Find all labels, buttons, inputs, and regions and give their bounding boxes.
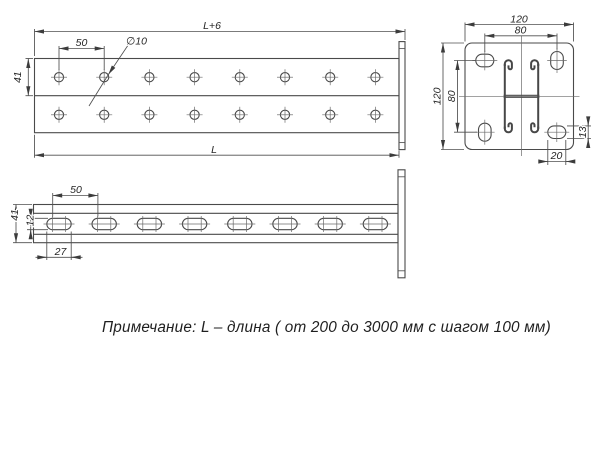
- slot-symbol: [270, 216, 301, 232]
- drawing-note: Примечание: L – длина ( от 200 до 3000 мм с шагом 100 мм): [102, 319, 551, 336]
- plate-slot-symbol: [547, 48, 567, 73]
- slot-row: [44, 216, 391, 232]
- hole-symbol: [51, 69, 67, 85]
- dim-hole-spacing-horizontal: [485, 25, 557, 52]
- slot-symbol: [179, 216, 210, 232]
- dim-flange-width: [12, 59, 33, 96]
- hole-symbol: [187, 69, 203, 85]
- end-plate-edge: [399, 42, 405, 150]
- hole-symbol: [367, 69, 383, 85]
- plate-slot-symbol: [475, 120, 495, 145]
- hole-symbol: [141, 107, 157, 123]
- plate-slot-symbol: [544, 122, 569, 142]
- dim-length: [35, 135, 400, 158]
- dim-slot-spacing: [53, 184, 98, 217]
- dim-label-corner-slot-length: 20: [550, 150, 563, 162]
- slot-symbol: [89, 216, 120, 232]
- dim-label-hole-spacing-vertical: 80: [446, 90, 458, 103]
- side-view: [9, 170, 405, 278]
- profile-lip-hook: [505, 123, 512, 132]
- dim-hole-spacing: [59, 37, 104, 70]
- hole-row-bottom: [51, 107, 383, 123]
- leader-tail: [89, 75, 108, 106]
- plate-slot-symbol: [472, 51, 497, 71]
- hole-symbol: [96, 69, 112, 85]
- hole-symbol: [367, 107, 383, 123]
- strut-side-outline: [34, 205, 399, 243]
- dim-label-hole-spacing-horizontal: 80: [514, 24, 527, 37]
- end-view: [432, 13, 592, 165]
- dim-label-overall-length: L+6: [203, 20, 221, 32]
- dim-label-corner-slot-height: 13: [577, 126, 589, 139]
- hole-symbol: [141, 69, 157, 85]
- hole-symbol: [51, 107, 67, 123]
- hole-symbol: [322, 107, 338, 123]
- dim-label-hole-spacing: 50: [75, 37, 88, 50]
- leader-line: [108, 45, 128, 75]
- dim-label-slot-length: 27: [54, 245, 67, 258]
- dim-overall-length: [35, 20, 406, 56]
- dim-label-flange-width: 41: [12, 71, 24, 84]
- dim-label-hole-diameter: ∅10: [126, 35, 147, 48]
- slot-symbol: [44, 216, 75, 232]
- dim-slot-length: [36, 232, 83, 261]
- hole-symbol: [277, 69, 293, 85]
- dim-label-plate-width: 120: [510, 13, 528, 26]
- profile-lip-hook: [531, 60, 538, 69]
- slot-symbol: [224, 216, 255, 232]
- dim-label-plate-height: 120: [431, 87, 444, 106]
- hole-symbol: [232, 107, 248, 123]
- dim-label-length: L: [211, 144, 217, 156]
- end-plate-side: [398, 170, 405, 278]
- hole-symbol: [232, 69, 248, 85]
- hole-symbol: [187, 107, 203, 123]
- dim-label-slot-spacing: 50: [70, 184, 82, 196]
- dim-corner-slot-length: [539, 140, 575, 165]
- profile-lip-hook: [531, 123, 538, 132]
- hole-symbol: [96, 107, 112, 123]
- top-view: [12, 20, 405, 158]
- slot-symbol: [134, 216, 165, 232]
- slot-symbol: [315, 216, 346, 232]
- hole-symbol: [322, 69, 338, 85]
- dim-corner-slot-height: [567, 118, 591, 148]
- hole-row-top: [51, 69, 383, 85]
- slot-symbol: [360, 216, 391, 232]
- dim-label-profile-height: 41: [9, 209, 21, 221]
- dim-label-slot-width: 12: [24, 214, 37, 227]
- hole-symbol: [277, 107, 293, 123]
- profile-lip-hook: [505, 60, 512, 69]
